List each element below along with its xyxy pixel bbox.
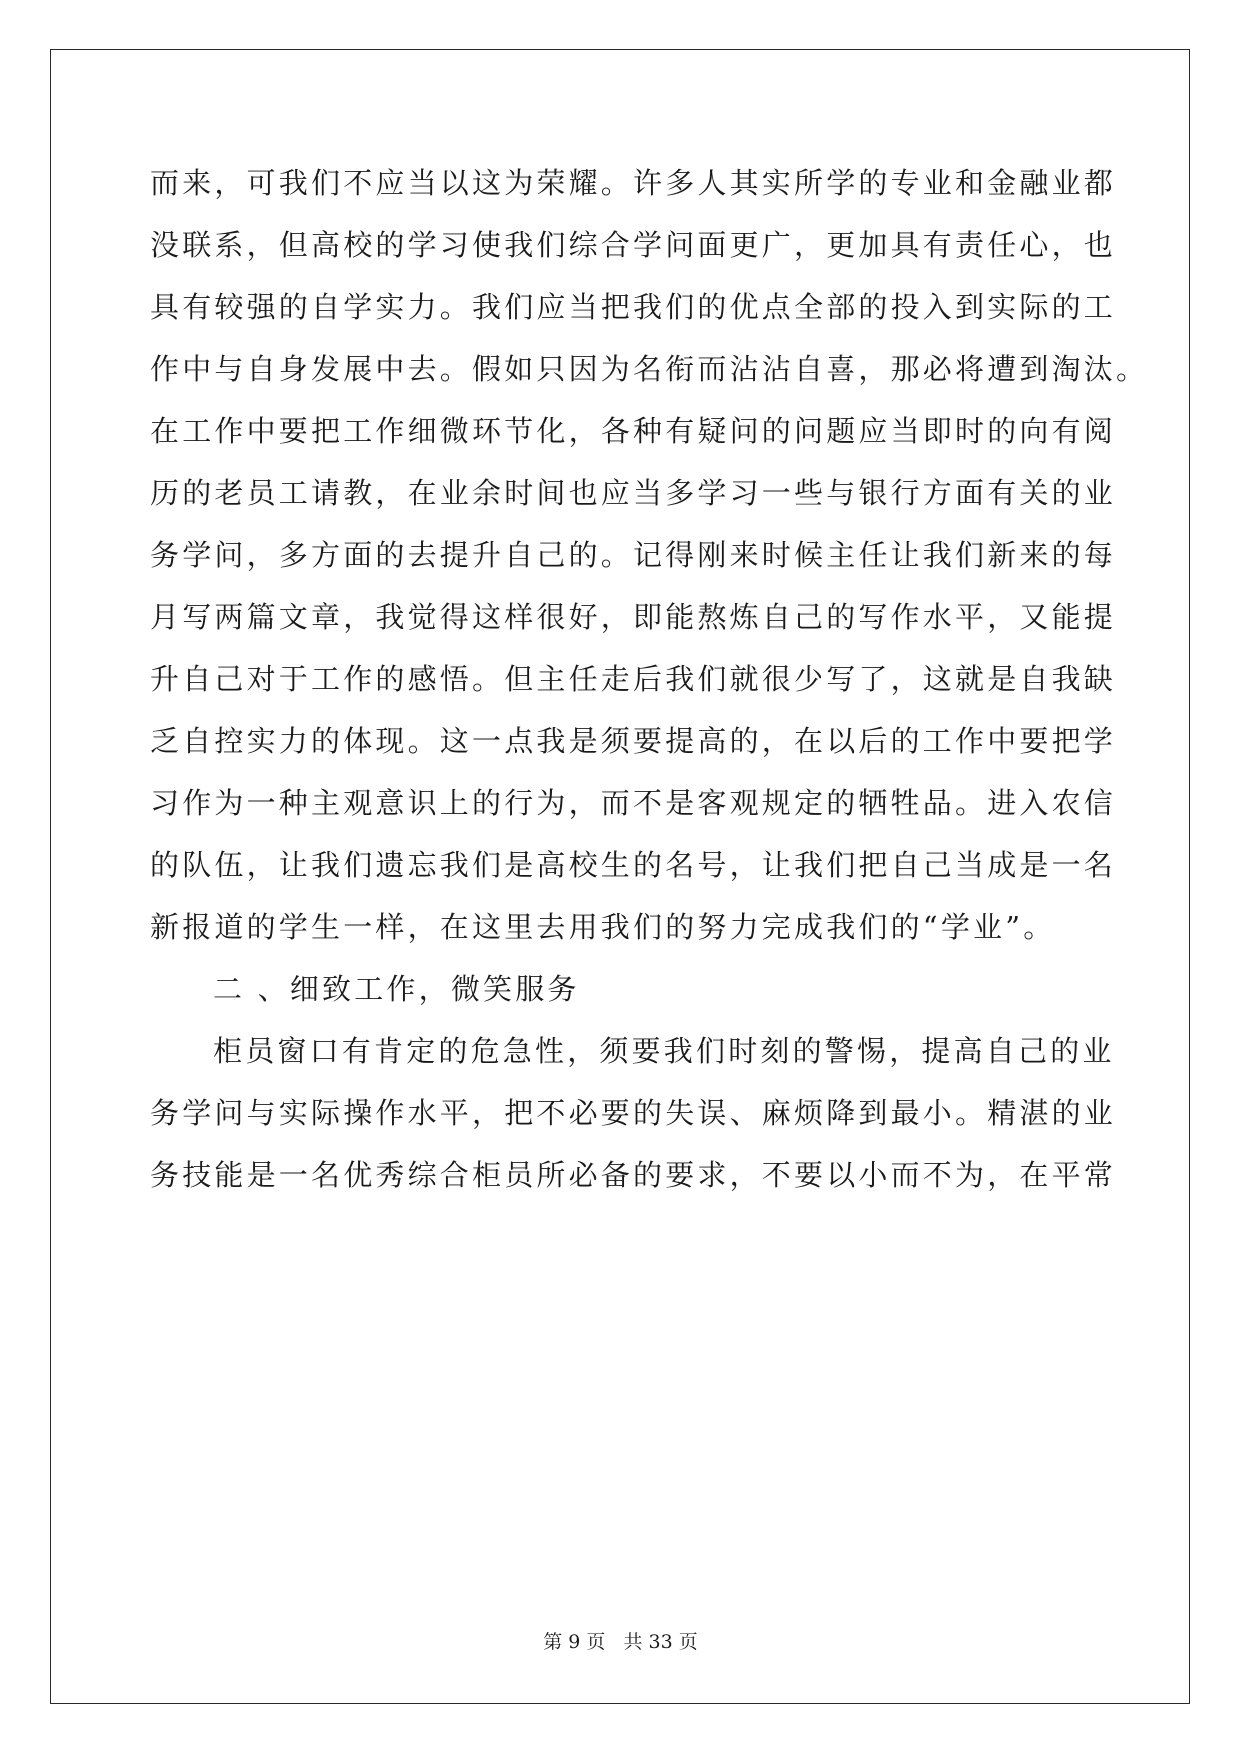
paragraph-line: 务技能是一名优秀综合柜员所必备的要求，不要以小而不为，在平常 [150,1158,1117,1192]
paragraph-line: 没联系，但高校的学习使我们综合学问面更广，更加具有责任心，也 [150,228,1117,262]
paragraph-line: 柜员窗口有肯定的危急性，须要我们时刻的警惕，提高自己的业 [213,1034,1115,1068]
paragraph-line: 习作为一种主观意识上的行为，而不是客观规定的牺牲品。进入农信 [150,786,1117,820]
page-footer [0,1627,1241,1654]
paragraph-line: 而来，可我们不应当以这为荣耀。许多人其实所学的专业和金融业都 [150,166,1117,200]
paragraph-line: 乏自控实力的体现。这一点我是须要提高的，在以后的工作中要把学 [150,724,1117,758]
section-heading: 二 、细致工作，微笑服务 [213,972,580,1006]
paragraph-line: 务学问，多方面的去提升自己的。记得刚来时候主任让我们新来的每 [150,538,1117,572]
paragraph-line: 具有较强的自学实力。我们应当把我们的优点全部的投入到实际的工 [150,290,1117,324]
paragraph-line: 在工作中要把工作细微环节化，各种有疑问的问题应当即时的向有阅 [150,414,1117,448]
page-number: 第 9 页 [543,1631,606,1653]
paragraph-line: 升自己对于工作的感悟。但主任走后我们就很少写了，这就是自我缺 [150,662,1117,696]
page-total: 共 33 页 [623,1631,698,1653]
paragraph-line: 月写两篇文章，我觉得这样很好，即能熬炼自己的写作水平，又能提 [150,600,1117,634]
paragraph-line: 的队伍，让我们遗忘我们是高校生的名号，让我们把自己当成是一名 [150,848,1117,882]
paragraph-line: 新报道的学生一样，在这里去用我们的努力完成我们的“学业”。 [150,910,1056,944]
paragraph-line: 历的老员工请教，在业余时间也应当多学习一些与银行方面有关的业 [150,476,1117,510]
paragraph-line: 作中与自身发展中去。假如只因为名衔而沾沾自喜，那必将遭到淘汰。 [150,352,1149,386]
paragraph-line: 务学问与实际操作水平，把不必要的失误、麻烦降到最小。精湛的业 [150,1096,1117,1130]
